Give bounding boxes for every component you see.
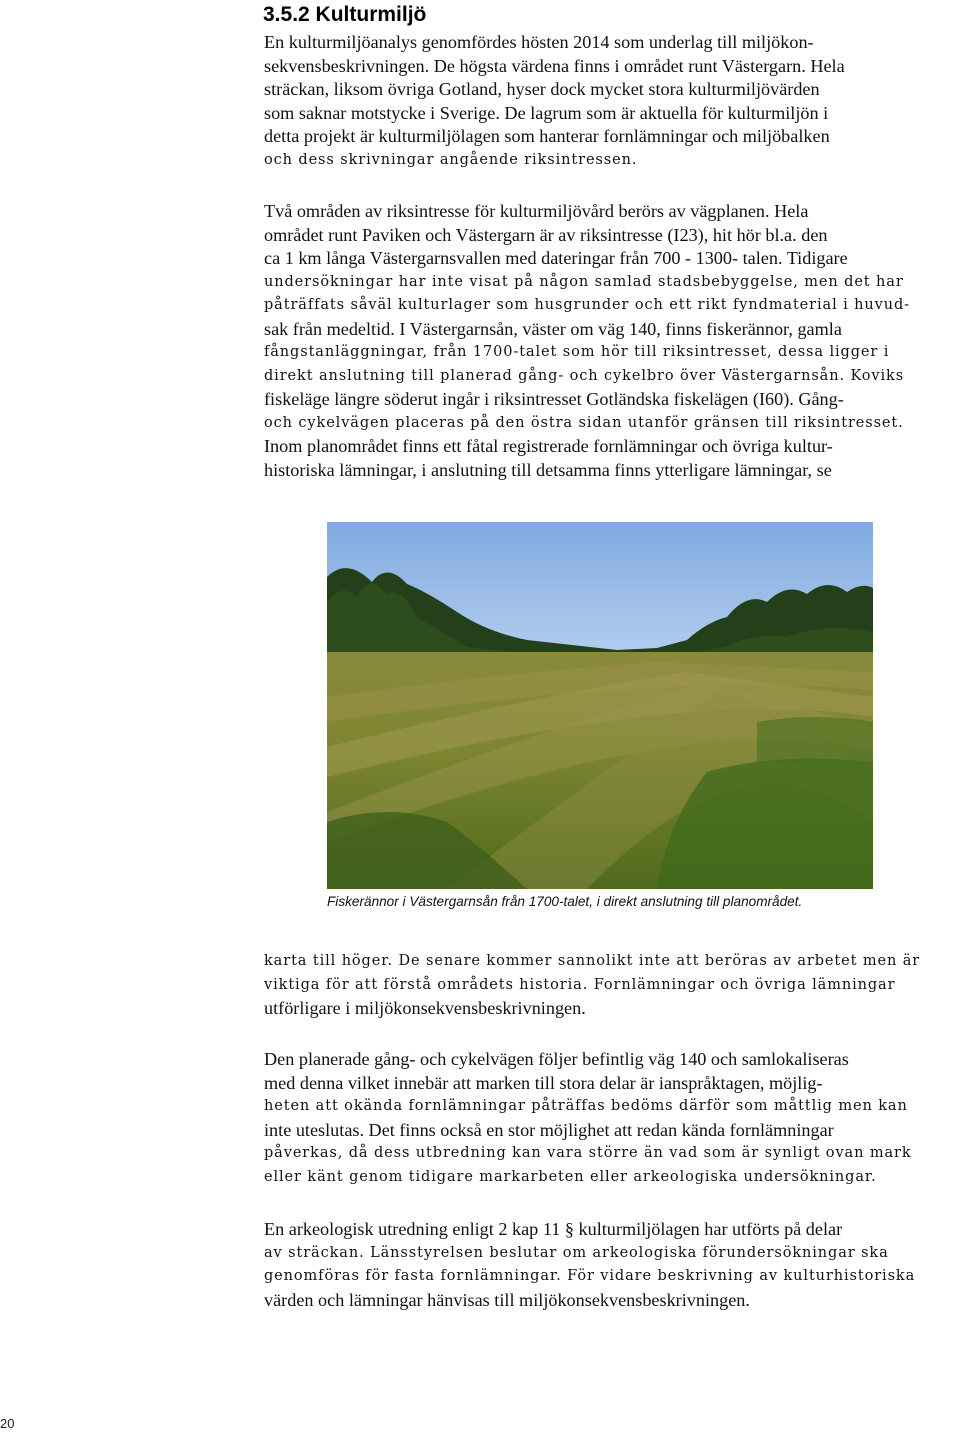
text-line: sträckan, liksom övriga Gotland, hyser dock mycket stora kulturmiljövärden <box>264 79 820 99</box>
text-line: En kulturmiljöanalys genomfördes hösten 2014 som underlag till miljökon- <box>264 32 814 52</box>
paragraph-continued <box>264 950 960 1021</box>
text-line: påverkas, då dess utbredning kan vara större än vad som är synligt ovan mark <box>264 1145 912 1161</box>
text-line: utförligare i miljökonsekvensbeskrivningen. <box>264 998 586 1018</box>
text-line: En arkeologisk utredning enligt 2 kap 11 § kulturmiljölagen har utförts på delar <box>264 1219 843 1239</box>
text-line: genomföras för fasta fornlämningar. För vidare beskrivning av kulturhistoriska <box>264 1268 916 1284</box>
text-line: detta projekt är kulturmiljölagen som hanterar fornlämningar och miljöbalken <box>264 126 830 146</box>
text-line: direkt anslutning till planerad gång- och cykelbro över Västergarnsån. Koviks <box>264 367 905 384</box>
text-line: karta till höger. De senare kommer sannolikt inte att beröras av arbetet men är <box>264 953 921 969</box>
text-line: med denna vilket innebär att marken till stora delar är ianspråktagen, möjlig- <box>264 1072 823 1093</box>
text-line: som saknar motstycke i Sverige. De lagrum som är aktuella för kulturmiljön i <box>264 102 829 123</box>
text-line: inte uteslutas. Det finns också en stor möjlighet att redan kända fornlämningar <box>264 1119 834 1140</box>
text-line: historiska lämningar, i anslutning till detsamma finns ytterligare lämningar, se <box>264 459 832 480</box>
text-line: påträffats såväl kulturlager som husgrunder och ett rikt fyndmaterial i huvud- <box>264 297 910 313</box>
text-line: ca 1 km långa Västergarnsvallen med dateringar från 700 - 1300- talen. Tidigare <box>264 248 848 268</box>
text-line: fiskeläge längre söderut ingår i riksintresset Gotländska fiskelägen (I60). Gång- <box>264 389 844 409</box>
figure-caption: Fiskerännor i Västergarnsån från 1700-talet, i direkt anslutning till planområdet. <box>327 894 803 909</box>
text-line: värden och lämningar hänvisas till miljökonsekvensbeskrivningen. <box>264 1289 750 1310</box>
text-line: eller känt genom tidigare markarbeten eller arkeologiska undersökningar. <box>264 1168 877 1185</box>
section-heading: 3.5.2 Kulturmiljö <box>263 3 427 26</box>
text-line: heten att okända fornlämningar påträffas bedöms därför som måttlig men kan <box>264 1098 908 1114</box>
text-line: viktiga för att förstå områdets historia. Fornlämningar och övriga lämningar <box>264 976 896 993</box>
photo-illustration <box>327 522 873 889</box>
text-line: fångstanläggningar, från 1700-talet som hör till riksintresset, dessa ligger i <box>264 344 890 360</box>
paragraph-arkeologisk-utredning <box>264 1218 960 1312</box>
page-number: 20 <box>0 1416 15 1431</box>
text-line: undersökningar har inte visat på någon samlad stadsbebyggelse, men det har <box>264 273 904 290</box>
text-line: Den planerade gång- och cykelvägen följer befintlig väg 140 och samlokaliseras <box>264 1049 849 1069</box>
text-line: av sträckan. Länsstyrelsen beslutar om arkeologiska förundersökningar ska <box>264 1244 889 1261</box>
text-line: och cykelvägen placeras på den östra sidan utanför gränsen till riksintresset. <box>264 414 904 431</box>
text-line: området runt Paviken och Västergarn är av riksintresse (I23), hit hör bl.a. den <box>264 224 828 245</box>
paragraph-riksintresse <box>264 200 960 482</box>
text-line: sak från medeltid. I Västergarnsån, väster om väg 140, finns fiskerännor, gamla <box>264 318 842 339</box>
text-line: och dess skrivningar angående riksintressen. <box>264 151 638 168</box>
text-line: Inom planområdet finns ett fåtal registrerade fornlämningar och övriga kultur- <box>264 436 833 456</box>
text-line: sekvensbeskrivningen. De högsta värdena finns i området runt Västergarn. Hela <box>264 55 845 76</box>
paragraph-intro <box>264 31 960 172</box>
text-line: Två områden av riksintresse för kulturmiljövård berörs av vägplanen. Hela <box>264 201 809 221</box>
paragraph-gang-cykelvag <box>264 1048 960 1189</box>
landscape-photo <box>327 522 873 889</box>
